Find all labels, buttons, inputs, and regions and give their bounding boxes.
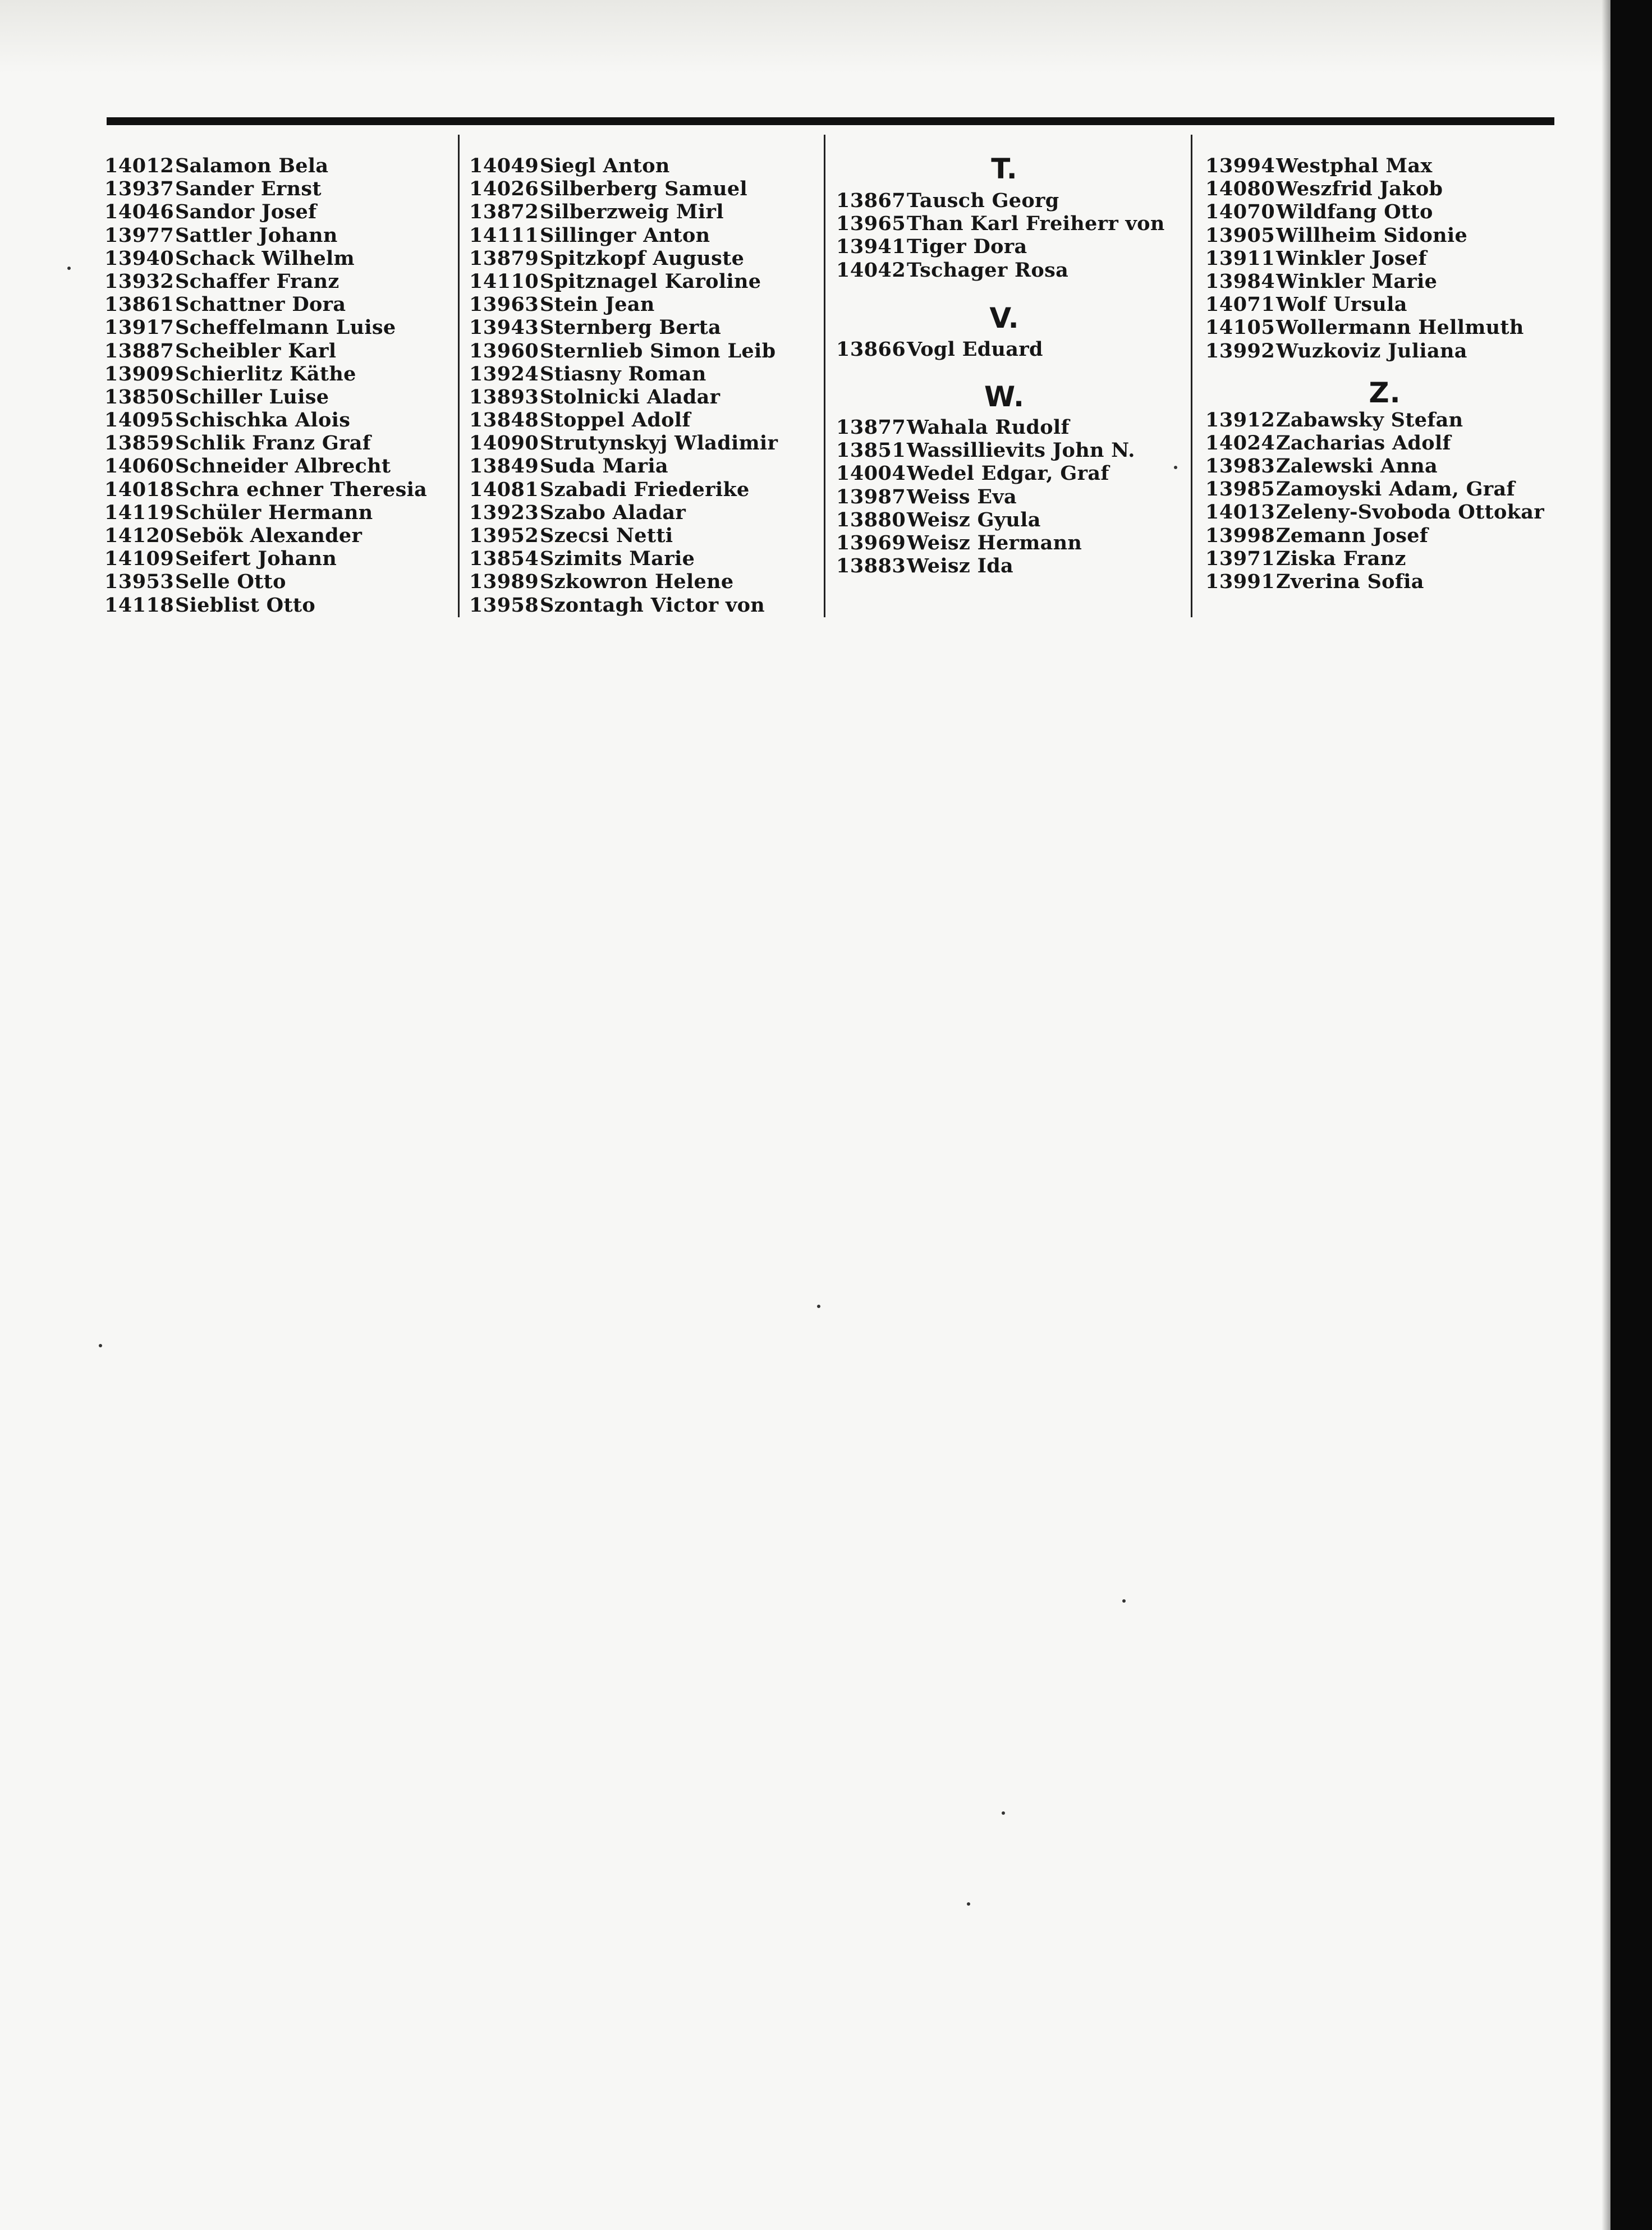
entry-number: 13940 [104,246,175,270]
list-item [469,409,778,432]
entry-name: Stolnicki Aladar [540,385,721,409]
entry-name: Schischka Alois [175,409,351,432]
list-item [1205,224,1564,247]
list-item [1205,270,1564,293]
entry-number: 14110 [469,269,539,293]
list-item [469,177,778,200]
list-item [1205,247,1564,270]
entry-name: Szkowron Helene [540,570,734,594]
entry-name: Scheffelmann Luise [175,316,396,339]
list-item [1205,409,1564,432]
list-item [469,293,778,316]
entry-name: Sander Ernst [175,177,322,201]
entry-name: Wahala Rudolf [907,415,1070,439]
scan-speck [817,1305,820,1308]
entry-number: 13877 [836,415,906,439]
entry-name: Schlik Franz Graf [175,432,371,455]
list-item [469,386,778,409]
entry-name: Sternberg Berta [540,316,722,339]
entry-number: 13965 [836,212,906,236]
entry-name: Tschager Rosa [907,258,1069,282]
entry-name: Sattler Johann [175,223,338,247]
entry-number: 14120 [104,524,175,547]
list-item [1205,177,1564,200]
list-item [836,235,1173,258]
entry-number: 13960 [469,339,539,363]
list-item [469,547,778,570]
list-item [836,338,1173,361]
entry-name: Winkler Josef [1276,246,1427,270]
entry-name: Weisz Gyula [907,508,1041,531]
entry-number: 13883 [836,554,906,578]
entry-name: Sandor Josef [175,200,317,224]
entry-name: Stein Jean [540,293,655,316]
entry-name: Szabo Aladar [540,501,686,524]
entry-name: Szecsi Netti [540,524,673,547]
entry-number: 13941 [836,235,906,259]
list-item [104,177,427,200]
entry-name: Tausch Georg [907,189,1059,212]
entry-name: Siegl Anton [540,154,670,177]
list-item [1205,432,1564,455]
entry-number: 13879 [469,246,539,270]
entry-number: 14026 [469,177,539,201]
entry-name: Stiasny Roman [540,362,706,386]
entry-number: 13932 [104,269,175,293]
entry-number: 13905 [1205,223,1275,247]
list-item [1205,293,1564,316]
list-item [1205,200,1564,223]
name-column-1 [104,154,427,617]
entry-name: Winkler Marie [1276,269,1438,293]
entry-name: Sternlieb Simon Leib [540,339,776,363]
entry-name: Willheim Sidonie [1276,223,1468,247]
list-item [104,270,427,293]
entry-number: 13867 [836,189,906,212]
entry-name: Tiger Dora [907,235,1027,259]
entry-name: Stoppel Adolf [540,409,691,432]
entry-number: 14105 [1205,316,1275,339]
entry-name: Spitznagel Karoline [540,269,761,293]
list-item [469,432,778,455]
entry-number: 13851 [836,439,906,462]
list-item [1205,501,1564,524]
list-item [104,224,427,247]
entry-name: Zeleny-Svoboda Ottokar [1276,501,1544,524]
list-item [104,316,427,339]
list-item [104,409,427,432]
name-column-2 [469,154,778,617]
column-divider [824,135,825,617]
entry-name: Than Karl Freiherr von [907,212,1165,236]
list-item [104,293,427,316]
entry-number: 13924 [469,362,539,386]
scan-shadow [0,0,1652,73]
entry-name: Zamoyski Adam, Graf [1276,478,1515,501]
list-item [104,478,427,501]
list-item [836,485,1173,508]
entry-number: 14012 [104,154,175,177]
entry-number: 13909 [104,362,175,386]
entry-number: 13859 [104,432,175,455]
entry-number: 14109 [104,547,175,571]
column-divider [1191,135,1192,617]
entry-name: Schneider Albrecht [175,455,391,478]
entry-number: 13987 [836,485,906,508]
list-item [469,524,778,547]
list-item [469,270,778,293]
column-divider [458,135,460,617]
section-heading-z: Z. [1369,376,1401,409]
list-item [1205,316,1564,339]
entry-name: Wassillievits John N. [907,439,1135,462]
list-item [104,247,427,270]
list-item [836,508,1173,531]
entry-name: Seifert Johann [175,547,337,571]
entry-number: 14118 [104,593,175,617]
entry-name: Wedel Edgar, Graf [907,462,1109,485]
entry-name: Sebök Alexander [175,524,362,547]
list-item [469,200,778,223]
entry-name: Silberberg Samuel [540,177,747,201]
entry-number: 14071 [1205,293,1275,316]
entry-name: Wuzkoviz Juliana [1276,339,1467,363]
list-item [836,531,1173,554]
list-item [1205,478,1564,501]
list-item [1205,547,1564,570]
section-heading-v: V. [989,301,1020,334]
entry-number: 14024 [1205,431,1275,455]
header-rule [107,117,1554,125]
scan-speck [1002,1811,1005,1815]
entry-name: Szontagh Victor von [540,593,765,617]
list-item [469,316,778,339]
entry-number: 14070 [1205,200,1275,224]
scan-speck [67,267,71,270]
entry-number: 14042 [836,258,906,282]
entry-number: 13917 [104,316,175,339]
entry-name: Schaffer Franz [175,269,339,293]
entry-name: Weiss Eva [907,485,1017,508]
entry-name: Schattner Dora [175,293,346,316]
entry-number: 13971 [1205,547,1275,570]
entry-number: 13849 [469,455,539,478]
list-item [469,224,778,247]
entry-number: 13985 [1205,478,1275,501]
list-item [104,432,427,455]
entry-number: 13963 [469,293,539,316]
list-item [104,547,427,570]
section-heading-t: T. [991,153,1018,185]
entry-name: Westphal Max [1276,154,1433,177]
entry-number: 13880 [836,508,906,531]
entry-number: 14081 [469,478,539,501]
entry-name: Vogl Eduard [907,337,1043,361]
list-item [104,200,427,223]
list-item [1205,524,1564,547]
entry-number: 13994 [1205,154,1275,177]
entry-number: 13977 [104,223,175,247]
entry-name: Schüler Hermann [175,501,373,524]
entry-number: 13943 [469,316,539,339]
entry-name: Silberzweig Mirl [540,200,724,224]
name-column-4 [1205,154,1564,593]
list-item [836,554,1173,577]
entry-name: Spitzkopf Auguste [540,246,745,270]
entry-name: Selle Otto [175,570,286,594]
entry-number: 13854 [469,547,539,571]
entry-number: 13989 [469,570,539,594]
entry-name: Zemann Josef [1276,524,1429,547]
entry-number: 13911 [1205,246,1275,270]
entry-number: 13952 [469,524,539,547]
entry-name: Schiller Luise [175,385,329,409]
entry-name: Schierlitz Käthe [175,362,356,386]
entry-number: 14080 [1205,177,1275,201]
entry-name: Zalewski Anna [1276,455,1438,478]
list-item [836,259,1173,282]
entry-name: Sieblist Otto [175,593,316,617]
entry-number: 14111 [469,223,539,247]
entry-number: 13983 [1205,455,1275,478]
list-item [469,363,778,386]
list-item [104,524,427,547]
entry-number: 14119 [104,501,175,524]
entry-number: 13937 [104,177,175,201]
list-item [104,386,427,409]
scan-speck [1174,466,1177,469]
entry-number: 13866 [836,337,906,361]
entry-number: 13953 [104,570,175,594]
list-item [469,501,778,524]
entry-number: 13992 [1205,339,1275,363]
entry-name: Weszfrid Jakob [1276,177,1443,201]
entry-number: 13984 [1205,269,1275,293]
list-item [469,478,778,501]
entry-number: 14060 [104,455,175,478]
list-item [469,339,778,363]
section-heading-w: W. [984,380,1025,413]
scan-speck [967,1902,970,1906]
entry-number: 13969 [836,531,906,554]
entry-number: 13872 [469,200,539,224]
entry-number: 13848 [469,409,539,432]
list-item [836,212,1173,235]
scan-speck [1122,1599,1126,1603]
entry-name: Wolf Ursula [1276,293,1407,316]
list-item [104,570,427,593]
scan-speck [99,1344,102,1347]
entry-number: 14013 [1205,501,1275,524]
entry-name: Schack Wilhelm [175,246,355,270]
entry-number: 14018 [104,478,175,501]
entry-name: Zabawsky Stefan [1276,408,1463,432]
entry-number: 13958 [469,593,539,617]
list-item [836,462,1173,485]
list-item [836,189,1173,212]
entry-name: Wildfang Otto [1276,200,1433,224]
entry-number: 13923 [469,501,539,524]
list-item [104,363,427,386]
scan-edge [1610,0,1652,2230]
entry-name: Scheibler Karl [175,339,337,363]
list-item [469,455,778,478]
entry-name: Weisz Hermann [907,531,1082,554]
list-item [469,247,778,270]
entry-name: Suda Maria [540,455,668,478]
entry-name: Wollermann Hellmuth [1276,316,1524,339]
entry-number: 13861 [104,293,175,316]
list-item [1205,570,1564,593]
list-item [469,594,778,617]
entry-name: Sillinger Anton [540,223,710,247]
list-item [1205,154,1564,177]
entry-name: Weisz Ida [907,554,1014,578]
entry-name: Schra echner Theresia [175,478,428,501]
list-item [469,154,778,177]
entry-number: 13912 [1205,408,1275,432]
entry-number: 13991 [1205,570,1275,593]
list-item [104,455,427,478]
list-item [836,439,1173,462]
list-item [104,501,427,524]
list-item [104,339,427,363]
entry-name: Szimits Marie [540,547,695,571]
list-item [836,416,1173,439]
list-item [1205,455,1564,478]
entry-name: Zverina Sofia [1276,570,1424,593]
list-item [104,594,427,617]
entry-number: 14090 [469,432,539,455]
list-item [469,570,778,593]
entry-number: 14046 [104,200,175,224]
name-column-3 [836,149,1173,577]
entry-number: 13850 [104,385,175,409]
entry-number: 13998 [1205,524,1275,547]
entry-name: Zacharias Adolf [1276,431,1451,455]
entry-number: 14004 [836,462,906,485]
entry-name: Strutynskyj Wladimir [540,432,778,455]
entry-name: Ziska Franz [1276,547,1406,570]
entry-number: 13893 [469,385,539,409]
entry-name: Salamon Bela [175,154,329,177]
list-item [1205,339,1564,363]
entry-number: 14049 [469,154,539,177]
list-item [104,154,427,177]
entry-number: 13887 [104,339,175,363]
entry-name: Szabadi Friederike [540,478,750,501]
entry-number: 14095 [104,409,175,432]
